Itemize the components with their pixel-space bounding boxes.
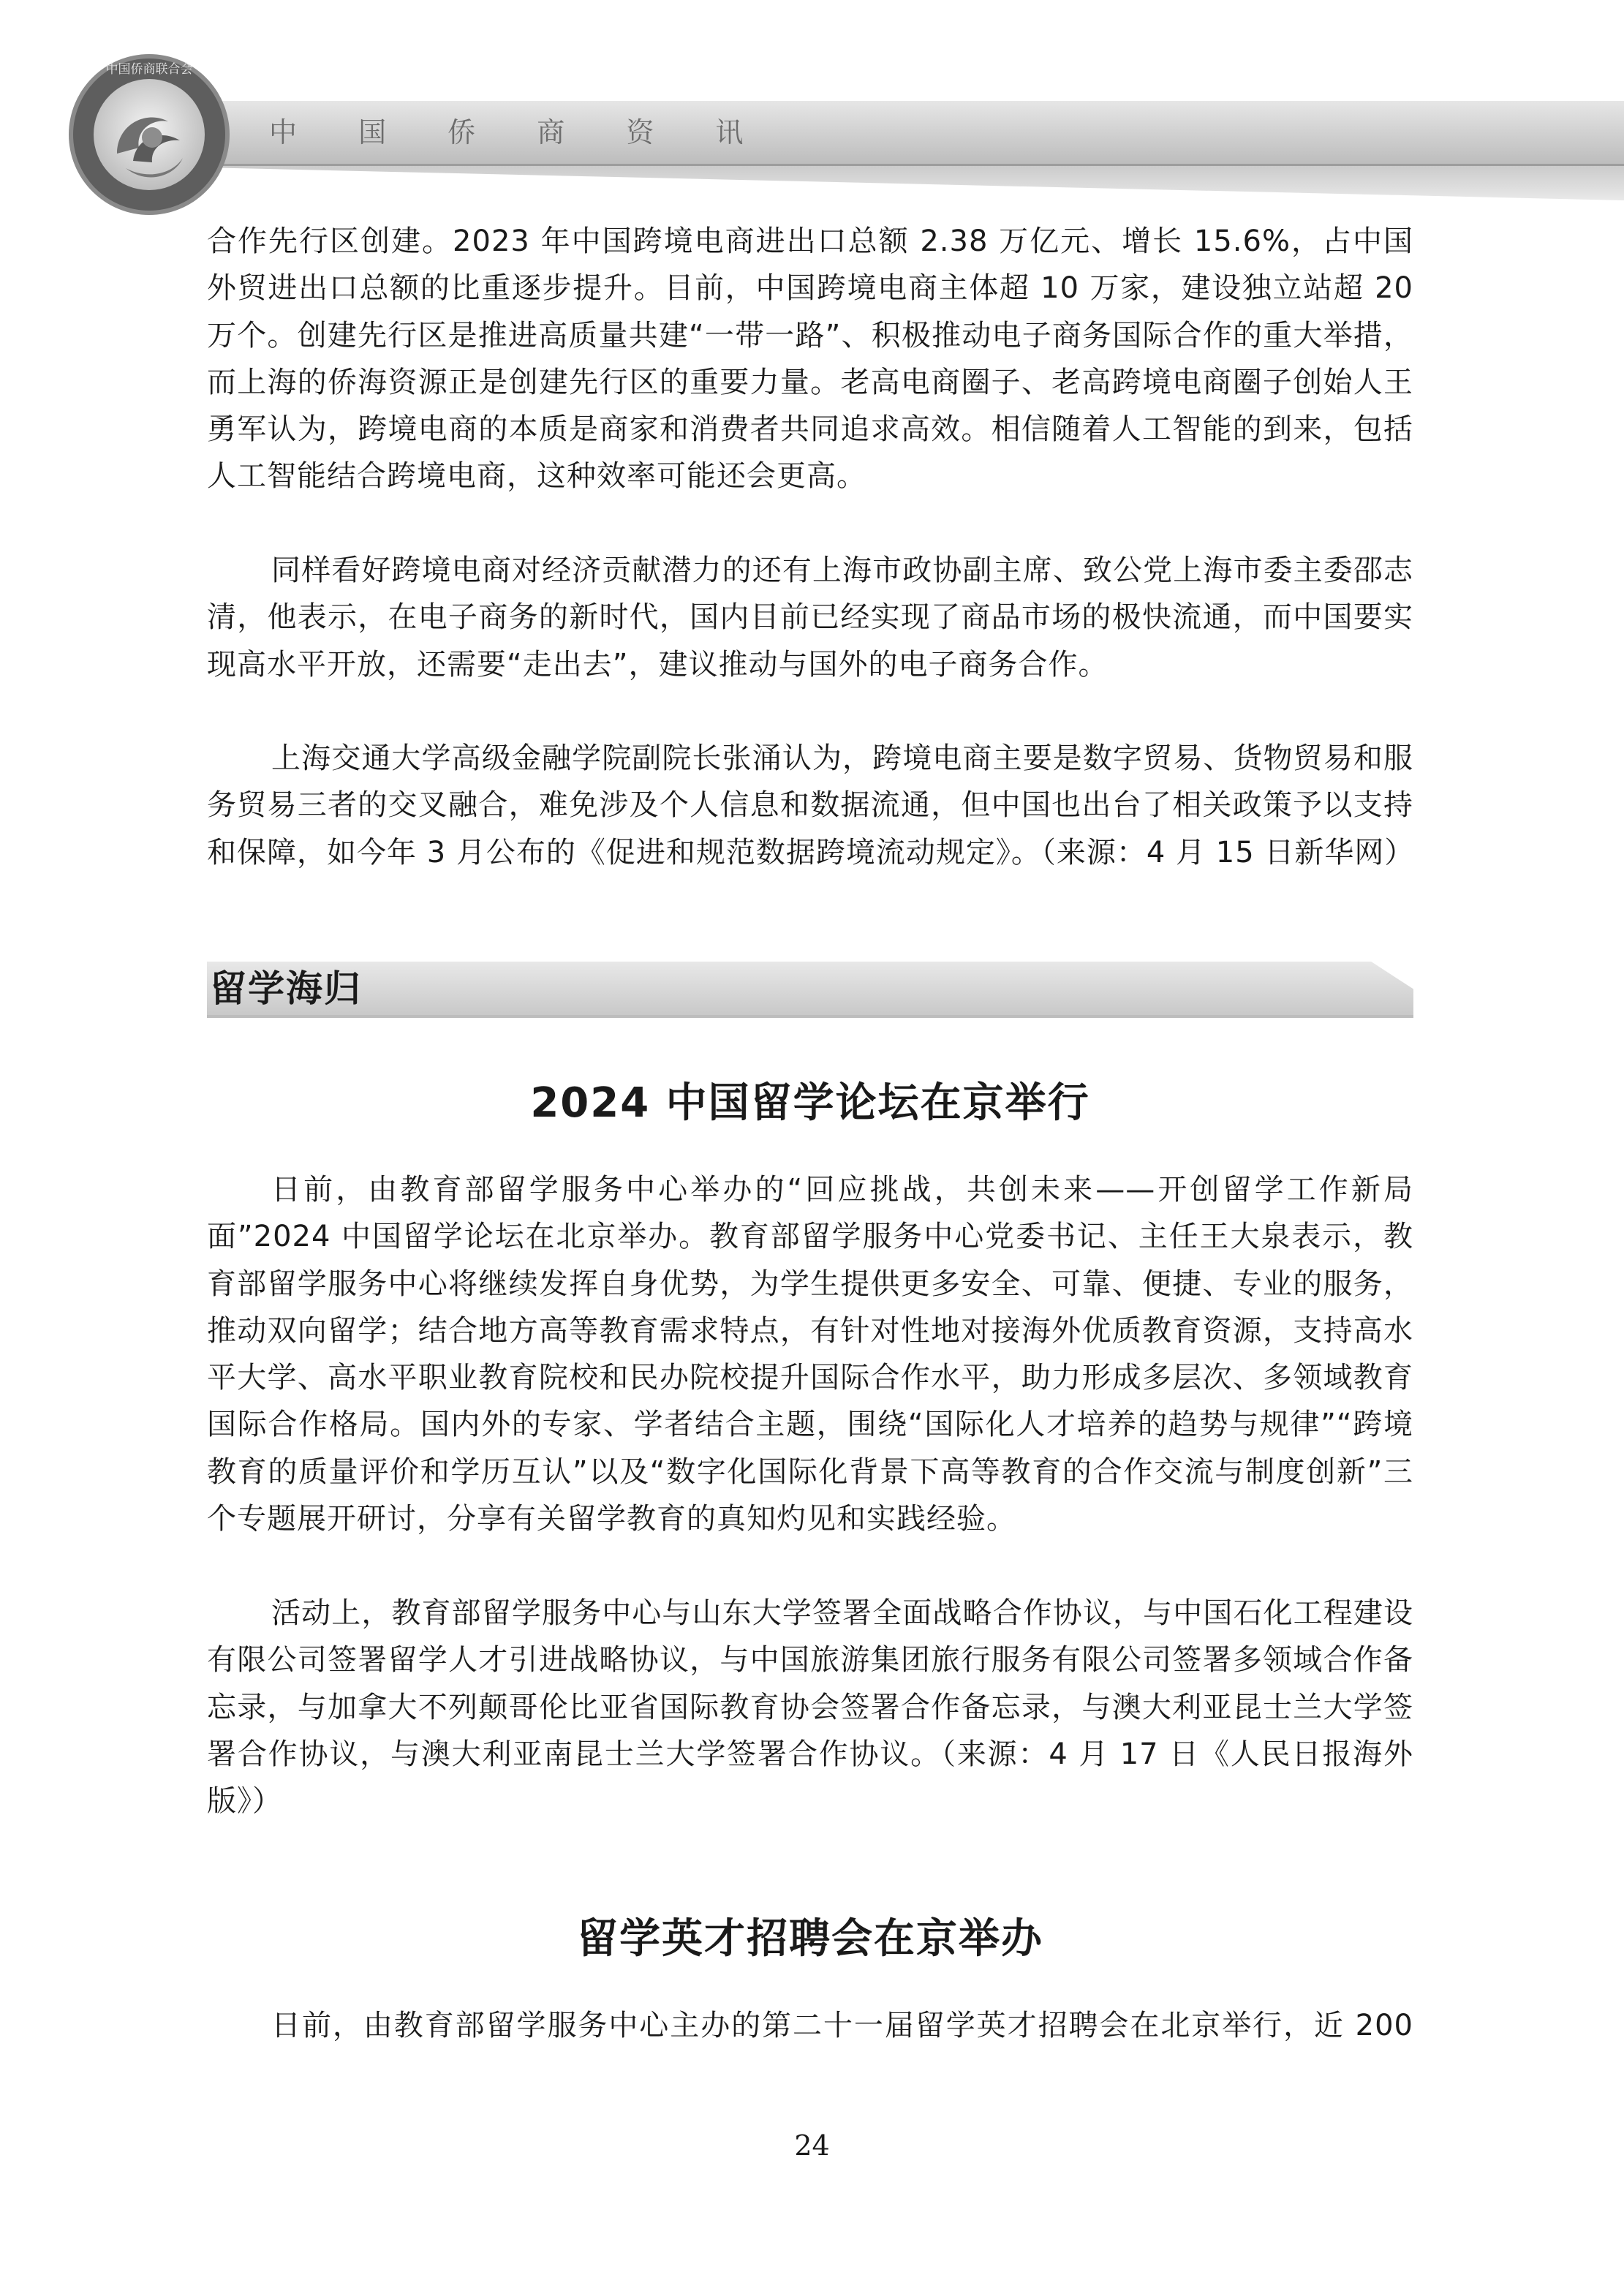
continued-paragraph-1: 合作先行区创建。2023 年中国跨境电商进出口总额 2.38 万亿元、增长 15.6%，占中国外贸进出口总额的比重逐步提升。目前，中国跨境电商主体超 10 万家，建设独立站超 20 万个。创建先行区是推进高质量共建“一带一路”、积极推动电子商务国际合作的重大举措，而上海的侨海资源正是创建先行区的重要力量。老高电商圈子、老高跨境电商圈子创始人王勇军认为，跨境电商的本质是商家和消费者共同追求高效。相信随着人工智能的到来，包括人工智能结合跨境电商，这种效率可能还会更高。 [207, 224, 1413, 494]
forum-paragraph-2: 活动上，教育部留学服务中心与山东大学签署全面战略合作协议，与中国石化工程建设有限公司签署留学人才引进战略协议，与中国旅游集团旅行服务有限公司签署多领域合作备忘录，与加拿大不列颠哥伦比亚省国际教育协会签署合作备忘录，与澳大利亚昆士兰大学签署合作协议，与澳大利亚南昆士兰大学签署合作协议。（来源：4 月 17 日《人民日报海外版》） [207, 1596, 1413, 1819]
header-divider [108, 164, 1624, 166]
continued-paragraph-2: 同样看好跨境电商对经济贡献潜力的还有上海市政协副主席、致公党上海市委主委邵志清，他表示，在电子商务的新时代，国内目前已经实现了商品市场的极快流通，而中国要实现高水平开放，还需要“走出去”，建议推动与国外的电子商务合作。 [207, 554, 1413, 682]
forum-paragraph-1: 日前，由教育部留学服务中心举办的“回应挑战，共创未来——开创留学工作新局面”2024 中国留学论坛在北京举办。教育部留学服务中心党委书记、主任王大泉表示，教育部留学服务中心将继续发挥自身优势，为学生提供更多安全、可靠、便捷、专业的服务，推动双向留学；结合地方高等教育需求特点，有针对性地对接海外优质教育资源，支持高水平大学、高水平职业教育院校和民办院校提升国际合作水平，助力形成多层次、多领域教育国际合作格局。国内外的专家、学者结合主题，围绕“国际化人才培养的趋势与规律”“跨境教育的质量评价和学历互认”以及“数字化国际化背景下高等教育的合作交流与制度创新”三个专题展开研讨，分享有关留学教育的真知灼见和实践经验。 [207, 1173, 1413, 1536]
association-logo [66, 51, 233, 218]
forum-headline: 2024 中国留学论坛在京举行 [530, 1079, 1090, 1127]
section-bar [207, 962, 1413, 1016]
logo-ring-text: 中国侨商联合会 [105, 62, 193, 77]
section-title: 留学海归 [210, 967, 362, 1010]
publication-title: 中 国 侨 商 资 讯 [269, 116, 770, 148]
fair-paragraph-1: 日前，由教育部留学服务中心主办的第二十一届留学英才招聘会在北京举行，近 200 [271, 2009, 1413, 2042]
section-bar-underline [207, 1015, 1413, 1018]
fair-headline: 留学英才招聘会在京举办 [577, 1915, 1043, 1963]
page-number: 24 [794, 2129, 830, 2162]
header-band-shadow [108, 164, 1624, 200]
continued-paragraph-3: 上海交通大学高级金融学院副院长张涌认为，跨境电商主要是数字贸易、货物贸易和服务贸易三者的交叉融合，难免涉及个人信息和数据流通，但中国也出台了相关政策予以支持和保障，如今年 3 月公布的《促进和规范数据跨境流动规定》。（来源：4 月 15 日新华网） [207, 741, 1415, 869]
